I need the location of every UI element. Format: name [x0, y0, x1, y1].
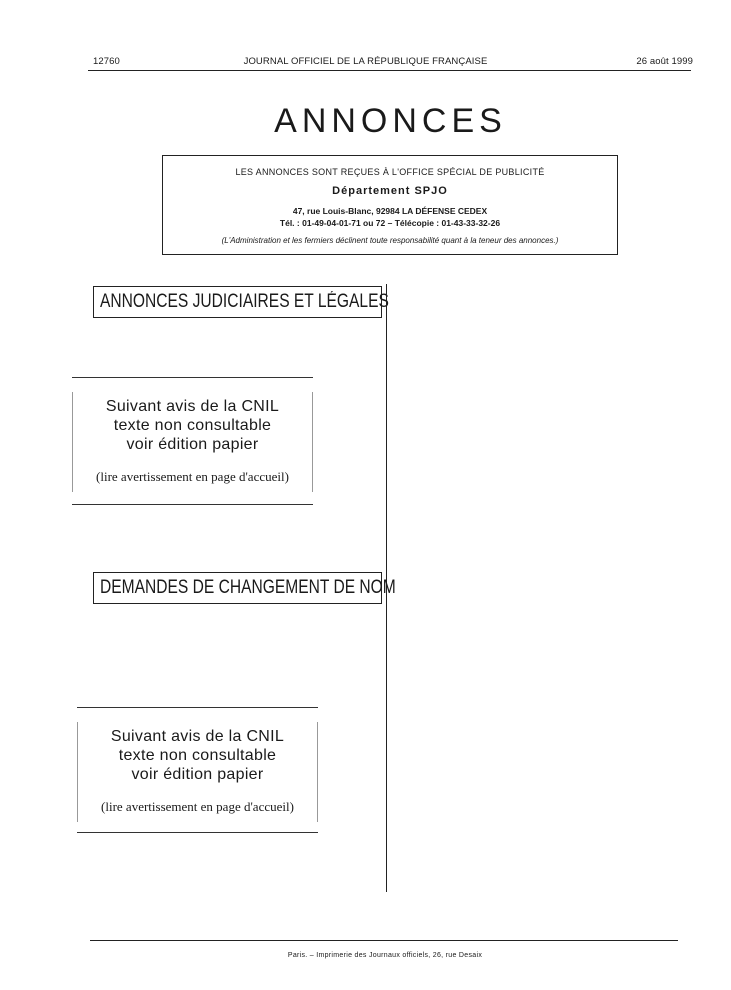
notice-department: Département SPJO	[332, 185, 448, 197]
footer-imprint: Paris. – Imprimerie des Journaux officiels, 26, rue Desaix	[287, 952, 483, 959]
header-rule	[88, 70, 691, 71]
cnil-notice-box	[72, 377, 313, 505]
notice-intro: LES ANNONCES SONT REÇUES À L'OFFICE SPÉCIAL DE PUBLICITÉ	[235, 167, 545, 177]
section-heading-judiciaires	[93, 286, 389, 318]
page-number: 12760	[93, 56, 120, 67]
cnil-footnote: (lire avertissement en page d'accueil)	[96, 469, 289, 484]
cnil-line: texte non consultable	[113, 417, 272, 434]
section-heading-label: ANNONCES JUDICIAIRES ET LÉGALES	[100, 291, 389, 312]
cnil-line: Suivant avis de la CNIL	[110, 728, 285, 745]
notice-disclaimer: (L'Administration et les fermiers déclinent toute responsabilité quant à la teneur des annonces.)	[221, 236, 559, 245]
cnil-line: Suivant avis de la CNIL	[105, 398, 280, 415]
page-title: ANNONCES	[274, 102, 507, 140]
journal-title: JOURNAL OFFICIEL DE LA RÉPUBLIQUE FRANÇAISE	[243, 56, 488, 67]
cnil-footnote: (lire avertissement en page d'accueil)	[101, 799, 294, 814]
cnil-notice-box	[77, 707, 318, 833]
notice-address: 47, rue Louis-Blanc, 92984 LA DÉFENSE CEDEX	[292, 206, 488, 216]
footer-rule	[90, 940, 678, 941]
section-heading-label: DEMANDES DE CHANGEMENT DE NOM	[100, 577, 396, 598]
cnil-line: voir édition papier	[126, 436, 259, 453]
issue-date: 26 août 1999	[636, 56, 693, 67]
cnil-line: voir édition papier	[131, 766, 264, 783]
section-heading-changement-nom	[93, 572, 396, 604]
notice-phone: Tél. : 01-49-04-01-71 ou 72 – Télécopie : 01-43-33-32-26	[279, 218, 501, 228]
cnil-line: texte non consultable	[118, 747, 277, 764]
notice-box	[162, 155, 618, 255]
